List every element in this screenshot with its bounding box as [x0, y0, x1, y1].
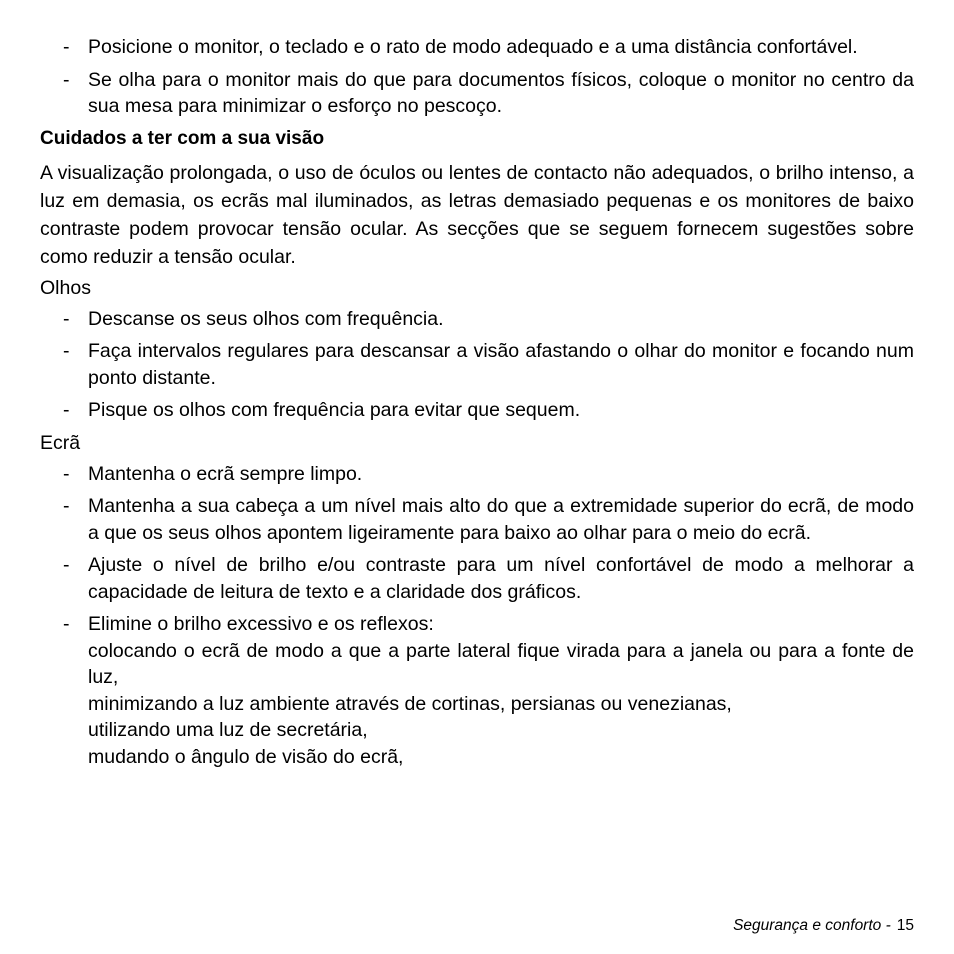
bullet-marker: - — [63, 613, 70, 635]
list-item — [40, 397, 914, 424]
bullet-marker: - — [63, 554, 70, 576]
bullet-marker: - — [63, 307, 70, 330]
glare-item: minimizando a luz ambiente através de cortinas, persianas ou venezianas, — [88, 692, 732, 715]
ecra-label: Ecrã — [40, 431, 81, 454]
list-item-text: Mantenha a sua cabeça a um nível mais alto do que a extremidade superior do ecrã, de modo a que os seus olhos apontem ligeiramente para baixo ao olhar para o meio do ecrã. — [88, 495, 914, 544]
list-item — [40, 306, 914, 333]
list-item-text: Descanse os seus olhos com frequência. — [88, 307, 444, 330]
bullet-marker: - — [63, 462, 70, 485]
list-item — [40, 493, 914, 546]
page-number: 15 — [896, 917, 914, 934]
section-paragraph: A visualização prolongada, o uso de óculos ou lentes de contacto não adequados, o brilho intenso, a luz em demasia, os ecrãs mal iluminados, as letras demasiado pequenas e os monitores de baixo contraste podem provocar tensão ocular. As secções que se seguem fornecem sugestões sobre como reduzir a tensão ocular. — [40, 161, 914, 268]
list-item — [40, 552, 914, 605]
glare-intro: Elimine o brilho excessivo e os reflexos: — [88, 613, 434, 635]
glare-item: utilizando uma luz de secretária, — [88, 719, 368, 741]
page-footer — [733, 917, 914, 935]
list-item — [40, 338, 914, 391]
bullet-marker: - — [63, 36, 70, 58]
document-page — [40, 34, 914, 776]
bullet-marker: - — [63, 68, 70, 91]
bullet-marker: - — [63, 399, 70, 421]
bullet-marker: - — [63, 495, 70, 517]
list-item-text: Faça intervalos regulares para descansar a visão afastando o olhar do monitor e focando num ponto distante. — [88, 340, 914, 389]
list-item-text: Mantenha o ecrã sempre limpo. — [88, 462, 363, 485]
glare-item: colocando o ecrã de modo a que a parte lateral fique virada para a janela ou para a fonte de luz, — [88, 639, 914, 688]
list-item — [40, 67, 914, 120]
list-item-glare — [40, 611, 914, 770]
list-item-text: Pisque os olhos com frequência para evitar que sequem. — [88, 399, 581, 421]
list-item — [40, 34, 914, 61]
list-item-text: Se olha para o monitor mais do que para documentos físicos, coloque o monitor no centro da sua mesa para minimizar o esforço no pescoço. — [88, 68, 914, 117]
list-item-text: Posicione o monitor, o teclado e o rato de modo adequado e a uma distância confortável. — [88, 36, 858, 58]
section-heading: Cuidados a ter com a sua visão — [40, 127, 325, 149]
glare-item: mudando o ângulo de visão do ecrã, — [88, 745, 404, 768]
olhos-label: Olhos — [40, 276, 91, 299]
bullet-marker: - — [63, 340, 70, 362]
list-item-text: Ajuste o nível de brilho e/ou contraste para um nível confortável de modo a melhorar a capacidade de leitura de texto e a claridade dos gráficos. — [88, 554, 914, 603]
footer-section-title: Segurança e conforto - — [733, 917, 891, 934]
list-item — [40, 461, 914, 488]
